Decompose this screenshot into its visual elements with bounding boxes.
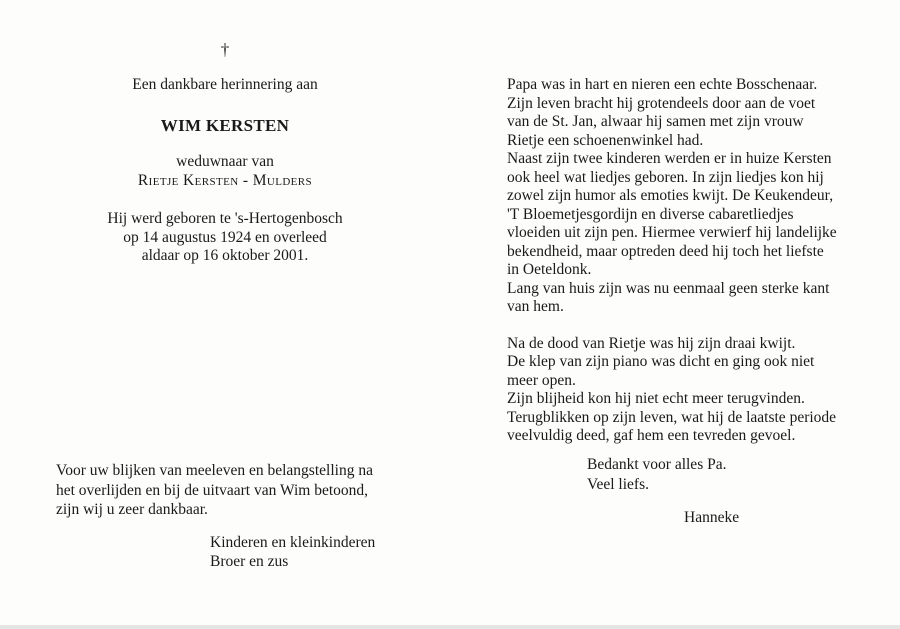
story-line: ook heel wat liedjes geboren. In zijn liedjes kon hij	[507, 168, 824, 186]
thanks-text	[56, 461, 401, 520]
story-line: Papa was in hart en nieren een echte Bosschenaar.	[507, 76, 818, 93]
widower-text: weduwnaar van	[176, 153, 274, 170]
signer-line: Broer en zus	[210, 553, 289, 570]
story-line: van de St. Jan, alwaar hij samen met zijn vrouw	[507, 113, 804, 130]
thanks-line: Voor uw blijken van meeleven en belangstelling na	[56, 462, 373, 479]
story-line: Zijn blijheid kon hij niet echt meer terugvinden.	[507, 390, 805, 407]
signer-line: Kinderen en kleinkinderen	[210, 534, 376, 551]
story-line: Zijn leven bracht hij grotendeels door aan de voet	[507, 94, 816, 112]
story-line: Terugblikken op zijn leven, wat hij de laatste periode	[507, 408, 837, 426]
birth-death-text	[0, 210, 450, 266]
closing-text	[587, 455, 726, 494]
family-signers	[210, 533, 375, 571]
story-line: bekendheid, maar optreden deed hij toch het liefste	[507, 242, 824, 260]
story-line: 'T Bloemetjesgordijn en diverse cabaretliedjes	[507, 205, 794, 223]
thanks-line: het overlijden en bij de uitvaart van Wim betoond,	[56, 481, 369, 499]
story-paragraph-1	[507, 76, 847, 317]
story-line: Naast zijn twee kinderen werden er in huize Kersten	[507, 150, 832, 167]
story-line: Lang van huis zijn was nu eenmaal geen sterke kant	[507, 279, 830, 297]
thanks-line: zijn wij u zeer dankbaar.	[56, 501, 208, 518]
story-line: veelvuldig deed, gaf hem een tevreden gevoel.	[507, 427, 796, 444]
story-line: De klep van zijn piano was dicht en ging ook niet	[507, 353, 815, 370]
story-line: van hem.	[507, 298, 564, 315]
story-line: meer open.	[507, 371, 576, 389]
story-line: Rietje een schoenenwinkel had.	[507, 131, 704, 149]
paragraph-gap	[507, 317, 847, 335]
intro-text: Een dankbare herinnering aan	[132, 76, 318, 93]
signature: Hanneke	[684, 509, 740, 526]
card-bottom-edge	[0, 625, 900, 629]
birth-line: Hij werd geboren te 's-Hertogenbosch	[107, 210, 343, 227]
closing-line: Veel liefs.	[587, 475, 649, 493]
story-line: vloeiden uit zijn pen. Hiermee verwierf hij landelijke	[507, 224, 837, 241]
spouse-name: Rietje Kersten - Mulders	[137, 172, 313, 189]
cross-icon: †	[220, 40, 230, 59]
story-line: zowel zijn humor als emoties kwijt. De Keukendeur,	[507, 187, 834, 204]
closing-line: Bedankt voor alles Pa.	[587, 456, 727, 473]
story-paragraph-2	[507, 335, 847, 446]
deceased-name: WIM KERSTEN	[160, 116, 290, 135]
story-text	[507, 76, 847, 446]
birth-line: aldaar op 16 oktober 2001.	[141, 247, 309, 264]
story-line: Na de dood van Rietje was hij zijn draai kwijt.	[507, 334, 796, 352]
story-line: in Oeteldonk.	[507, 261, 592, 278]
birth-line: op 14 augustus 1924 en overleed	[123, 228, 327, 246]
